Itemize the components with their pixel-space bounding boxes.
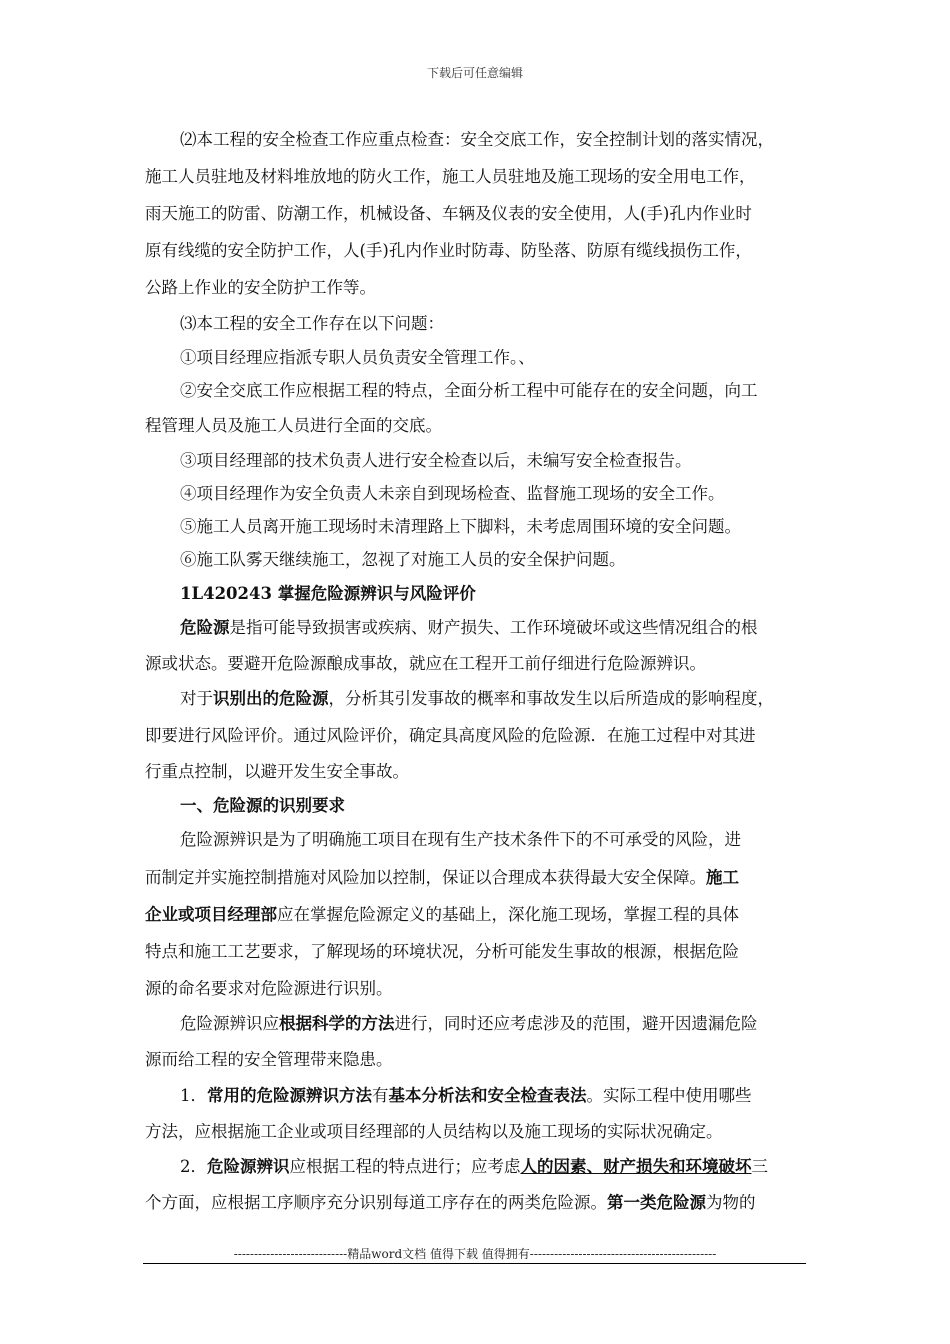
text-run: 原有线缆的安全防护工作，人(手)孔内作业时防毒、防坠落、防原有缆线损伤工作， xyxy=(145,241,752,260)
text-run: 源的命名要求对危险源进行识别。 xyxy=(145,979,393,998)
text-run: 有 xyxy=(372,1086,389,1105)
text-run: 1． xyxy=(180,1086,207,1105)
text-run: ②安全交底工作应根据工程的特点，全面分析工程中可能存在的安全问题，向工 xyxy=(180,381,758,400)
text-run: 公路上作业的安全防护工作等。 xyxy=(145,278,376,297)
text-run: 个方面，应根据工序顺序充分识别每道工序存在的两类危险源。 xyxy=(145,1193,607,1212)
text-run: 一、危险源的识别要求 xyxy=(180,796,345,815)
text-run: ⑵本工程的安全检查工作应重点检查：安全交底工作，安全控制计划的落实情况， xyxy=(180,130,774,149)
text-line xyxy=(180,381,758,401)
text-line xyxy=(145,868,739,888)
text-run: ④项目经理作为安全负责人未亲自到现场检查、监督施工现场的安全工作。 xyxy=(180,484,725,503)
text-run: 而制定并实施控制措施对风险加以控制，保证以合理成本获得最大安全保障。 xyxy=(145,868,706,887)
text-line xyxy=(145,762,409,782)
text-line xyxy=(180,130,774,150)
text-line xyxy=(145,979,393,999)
text-run: 施工 xyxy=(706,868,739,887)
text-run: 基本分析法和安全检查表法 xyxy=(388,1086,587,1105)
text-run: 。实际工程中使用哪些 xyxy=(586,1086,752,1105)
text-run: 危险源辨识应 xyxy=(180,1014,279,1033)
text-line xyxy=(180,689,774,709)
text-line xyxy=(145,1122,723,1142)
footer-divider xyxy=(143,1263,806,1264)
text-run: 危险源辨识是为了明确施工项目在现有生产技术条件下的不可承受的风险，进 xyxy=(180,830,741,849)
text-run: ⑥施工队雾天继续施工，忽视了对施工人员的安全保护问题。 xyxy=(180,550,626,569)
text-run: 常用的危险源辨识方法 xyxy=(207,1086,372,1105)
page-footer: ----------------------------精品word文档 值得下载 值得拥有---------------------------------------------- xyxy=(233,1247,717,1261)
text-run: 进行，同时还应考虑涉及的范围，避开因遗漏危险 xyxy=(394,1014,758,1033)
text-run: 行重点控制，以避开发生安全事故。 xyxy=(145,762,409,781)
text-line xyxy=(180,517,741,537)
text-run: 施工人员驻地及材料堆放地的防火工作，施工人员驻地及施工现场的安全用电工作， xyxy=(145,167,756,186)
text-line xyxy=(180,484,725,504)
text-run: 人的因素、财产损失和环境破坏 xyxy=(520,1157,752,1176)
text-run: 是指可能导致损害或疾病、财产损失、工作环境破坏或这些情况组合的根 xyxy=(229,618,758,637)
text-run: 1L420243 掌握危险源辨识与风险评价 xyxy=(180,584,476,603)
page-header: 下载后可任意编辑 xyxy=(426,66,523,80)
text-line xyxy=(180,830,741,850)
text-run: 2． xyxy=(180,1157,207,1176)
text-line xyxy=(145,654,706,674)
text-line xyxy=(145,1050,393,1070)
text-run: ⑤施工人员离开施工现场时未清理路上下脚料，未考虑周围环境的安全问题。 xyxy=(180,517,741,536)
text-run: 三 xyxy=(751,1157,768,1176)
text-run: 应根据工程的特点进行；应考虑 xyxy=(289,1157,521,1176)
text-line xyxy=(180,1086,752,1106)
text-line xyxy=(180,1157,768,1177)
text-run: 即要进行风险评价。通过风险评价，确定具高度风险的危险源．在施工过程中对其进 xyxy=(145,726,756,745)
text-line xyxy=(145,167,756,187)
text-run: 对于 xyxy=(180,689,213,708)
text-run: ③项目经理部的技术负责人进行安全检查以后，未编写安全检查报告。 xyxy=(180,451,692,470)
text-run: ⑶本工程的安全工作存在以下问题： xyxy=(180,314,444,333)
text-run: 特点和施工工艺要求，了解现场的环境状况，分析可能发生事故的根源，根据危险 xyxy=(145,942,739,961)
text-line xyxy=(145,278,376,298)
text-run: 第一类危险源 xyxy=(607,1193,706,1212)
text-run: 源或状态。要避开危险源酿成事故，就应在工程开工前仔细进行危险源辨识。 xyxy=(145,654,706,673)
text-run: 根据科学的方法 xyxy=(279,1014,395,1033)
text-line xyxy=(145,905,739,925)
text-run: 为物的 xyxy=(706,1193,756,1212)
text-line xyxy=(145,942,739,962)
text-run: 识别出的危险源 xyxy=(213,689,329,708)
text-line xyxy=(180,314,444,334)
text-run: 危险源辨识 xyxy=(207,1157,290,1176)
text-run: ，分析其引发事故的概率和事故发生以后所造成的影响程度， xyxy=(328,689,774,708)
text-run: 应在掌握危险源定义的基础上，深化施工现场，掌握工程的具体 xyxy=(277,905,739,924)
text-line xyxy=(145,204,752,224)
text-line xyxy=(180,550,626,570)
text-run: 雨天施工的防雷、防潮工作，机械设备、车辆及仪表的安全使用，人(手)孔内作业时 xyxy=(145,204,752,223)
text-line xyxy=(145,241,752,261)
text-run: ①项目经理应指派专职人员负责安全管理工作。、 xyxy=(180,348,535,367)
text-run: 程管理人员及施工人员进行全面的交底。 xyxy=(145,416,442,435)
text-run: 源而给工程的安全管理带来隐患。 xyxy=(145,1050,393,1069)
text-line xyxy=(180,1014,758,1034)
text-line xyxy=(180,348,535,368)
text-line xyxy=(145,726,756,746)
text-line xyxy=(180,796,345,816)
text-run: 方法，应根据施工企业或项目经理部的人员结构以及施工现场的实际状况确定。 xyxy=(145,1122,723,1141)
text-line xyxy=(180,584,476,604)
text-line xyxy=(180,451,692,471)
text-line xyxy=(145,1193,756,1213)
text-run: 危险源 xyxy=(180,618,230,637)
text-run: 企业或项目经理部 xyxy=(145,905,277,924)
text-line xyxy=(180,618,758,638)
text-line xyxy=(145,416,442,436)
